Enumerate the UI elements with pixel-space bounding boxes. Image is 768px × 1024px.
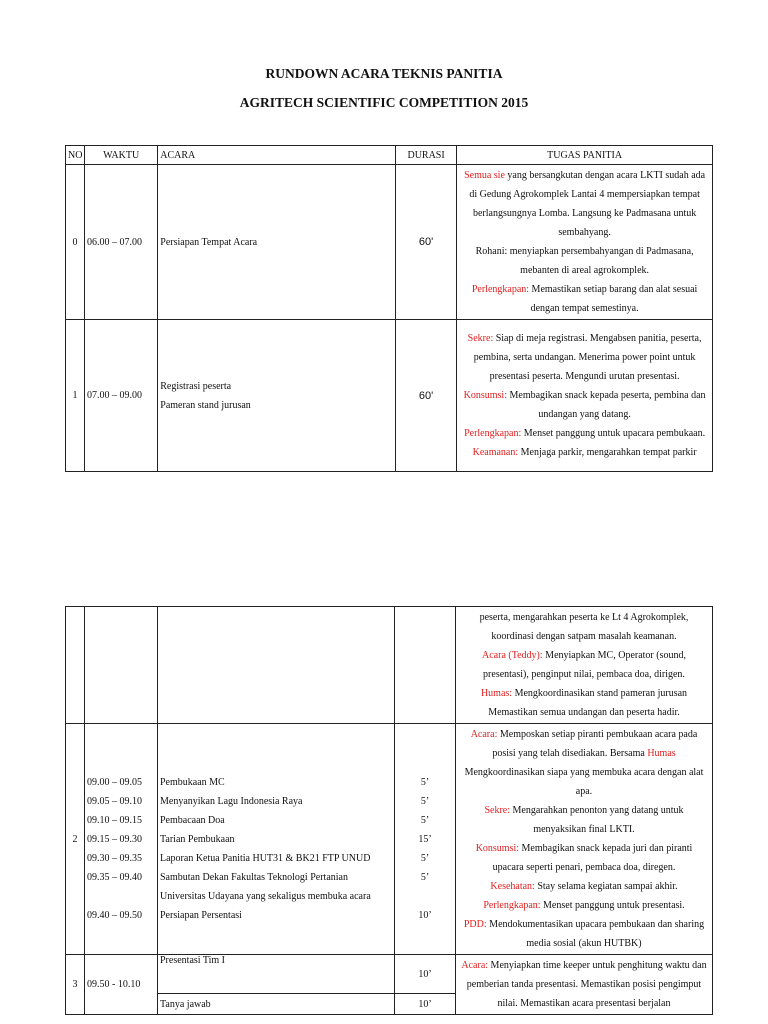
acara-line: Pameran stand jurusan	[160, 399, 251, 411]
document-title: RUNDOWN ACARA TEKNIS PANITIA	[265, 66, 503, 81]
task-role: Sekre:	[467, 333, 494, 344]
row-tugas	[456, 607, 713, 724]
row-tugas	[457, 320, 713, 472]
row-durasi: 60'	[396, 320, 457, 472]
task-text: Menjaga parkir, mengarahkan tempat parkir	[518, 447, 697, 458]
task-text: Mengkoordinasikan siapa yang membuka acara dengan alat apa.	[464, 767, 704, 797]
task-text: Stay selama kegiatan sampai akhir.	[534, 881, 678, 892]
acara-line: Tarian Pembukaan	[160, 833, 235, 845]
durasi-line: 5’	[420, 871, 430, 883]
task-role: Acara:	[470, 729, 498, 740]
row-waktu: 06.00 – 07.00	[85, 165, 158, 320]
table-row	[66, 724, 713, 955]
header-durasi: DURASI	[396, 146, 457, 165]
header-acara: ACARA	[158, 146, 396, 165]
acara-line: Sambutan Dekan Fakultas Teknologi Pertanian	[160, 871, 348, 883]
row-durasi	[395, 724, 456, 955]
waktu-line: 09.00 – 09.05	[87, 776, 142, 788]
row-no: 2	[66, 724, 85, 955]
header-tugas: TUGAS PANITIA	[457, 146, 713, 165]
row-durasi: 60'	[396, 165, 457, 320]
durasi-line: 5’	[420, 795, 430, 807]
table-row	[66, 607, 713, 724]
task-text: peserta, mengarahkan peserta ke Lt 4 Agrokomplek, koordinasi dengan satpam masalah keamanan.	[479, 612, 689, 642]
acara-line: Registrasi peserta	[160, 380, 232, 392]
table-row	[66, 955, 713, 994]
task-role: PDD:	[463, 919, 487, 930]
task-text: Menyiapkan MC, Operator (sound, presentasi), penginput nilai, pembaca doa, dirigen.	[483, 650, 686, 680]
task-text: Membagikan snack kepada juri dan piranti upacara seperti penari, pembaca doa, diregen.	[492, 843, 693, 873]
header-waktu: WAKTU	[85, 146, 158, 165]
task-text: Siap di meja registrasi. Mengabsen panitia, peserta, pembina, serta undangan. Menerima power point untuk presentasi peserta. Mengundi urutan presentasi.	[473, 333, 702, 382]
row-waktu	[85, 724, 158, 955]
row-durasi: 10’	[395, 994, 456, 1015]
acara-line: Laporan Ketua Panitia HUT31 & BK21 FTP UNUD	[160, 852, 371, 864]
waktu-line: 09.15 – 09.30	[87, 833, 142, 845]
row-durasi: 10’	[395, 955, 456, 994]
task-text: Membagikan snack kepada peserta, pembina dan undangan yang datang.	[506, 390, 706, 420]
task-role: Perlengkapan:	[471, 284, 530, 295]
row-no: 1	[66, 320, 85, 472]
row-waktu: 09.50 - 10.10	[85, 955, 158, 1015]
row-waktu: 07.00 – 09.00	[85, 320, 158, 472]
row-waktu	[85, 607, 158, 724]
task-text: Menset panggung untuk presentasi.	[540, 900, 685, 911]
row-acara	[158, 607, 395, 724]
acara-line: Menyanyikan Lagu Indonesia Raya	[160, 795, 303, 807]
task-text: Menyiapkan time keeper untuk penghitung waktu dan pemberian tanda presentasi. Memastikan posisi pengimput nilai. Memastikan acara presentasi berjalan	[466, 960, 707, 1009]
waktu-line: 09.05 – 09.10	[87, 795, 142, 807]
task-role: Acara:	[461, 960, 489, 971]
row-durasi	[395, 607, 456, 724]
row-acara: Presentasi Tim I	[158, 955, 395, 994]
row-tugas	[456, 724, 713, 955]
acara-line: Pembacaan Doa	[160, 814, 225, 826]
acara-line: Pembukaan MC	[160, 776, 225, 788]
waktu-line: 09.30 – 09.35	[87, 852, 142, 864]
task-role: Perlengkapan:	[483, 900, 541, 911]
rundown-table-page2	[65, 606, 713, 1015]
task-text: Menset panggung untuk upacara pembukaan.	[521, 428, 706, 439]
row-no: 0	[66, 165, 85, 320]
task-text: Mengarahkan penonton yang datang untuk menyaksikan final LKTI.	[509, 805, 684, 835]
task-text: Memposkan setiap piranti pembukaan acara pada posisi yang telah disediakan. Bersama	[492, 729, 698, 759]
task-text: yang bersangkutan dengan acara LKTI sudah ada di Gedung Agrokomplek Lantai 4 mempersiapkan tempat berlangsungnya Lomba. Langsung ke Padmasana untuk sembahyang.	[469, 170, 706, 238]
task-role: Humas:	[480, 688, 513, 699]
acara-line: Persiapan Persentasi	[160, 909, 242, 921]
task-role: Acara (Teddy):	[482, 650, 543, 661]
rundown-table-page1	[65, 145, 713, 472]
waktu-line: 09.10 – 09.15	[87, 814, 142, 826]
task-role: Sekre:	[484, 805, 510, 816]
document-subtitle: AGRITECH SCIENTIFIC COMPETITION 2015	[239, 95, 529, 110]
task-role: Konsumsi:	[463, 390, 507, 401]
row-acara	[158, 320, 396, 472]
durasi-line: 5’	[420, 814, 430, 826]
task-text: Mengkoordinasikan stand pameran jurusan Memastikan semua undangan dan peserta hadir.	[488, 688, 688, 718]
durasi-line: 15’	[418, 833, 432, 845]
durasi-line: 5’	[420, 776, 430, 788]
task-role: Semua sie	[464, 170, 505, 181]
task-role: Humas	[647, 748, 676, 759]
waktu-line: 09.35 – 09.40	[87, 871, 142, 883]
task-role: Konsumsi:	[475, 843, 520, 854]
table-row	[66, 165, 713, 320]
row-no: 3	[66, 955, 85, 1015]
durasi-line: 10’	[418, 909, 432, 921]
task-text: Rohani: menyiapkan persembahyangan di Padmasana, mebanten di areal agrokomplek.	[475, 246, 694, 276]
task-text: Mendokumentasikan upacara pembukaan dan sharing media sosial (akun HUTBK)	[486, 919, 705, 949]
waktu-line: 09.40 – 09.50	[87, 909, 142, 921]
task-role: Perlengkapan:	[464, 428, 522, 439]
table-header-row	[66, 146, 713, 165]
row-tugas	[457, 165, 713, 320]
row-no	[66, 607, 85, 724]
acara-line: Universitas Udayana yang sekaligus membuka acara	[160, 890, 371, 902]
header-no: NO	[66, 146, 85, 165]
table-row	[66, 320, 713, 472]
task-text: Memastikan setiap barang dan alat sesuai dengan tempat semestinya.	[529, 284, 698, 314]
durasi-line: 5’	[420, 852, 430, 864]
task-role: Kesehatan:	[490, 881, 535, 892]
row-tugas	[456, 955, 713, 1015]
task-role: Keamanan:	[472, 447, 519, 458]
row-acara: Tanya jawab	[158, 994, 395, 1015]
row-acara: Persiapan Tempat Acara	[158, 165, 396, 320]
row-acara	[158, 724, 395, 955]
